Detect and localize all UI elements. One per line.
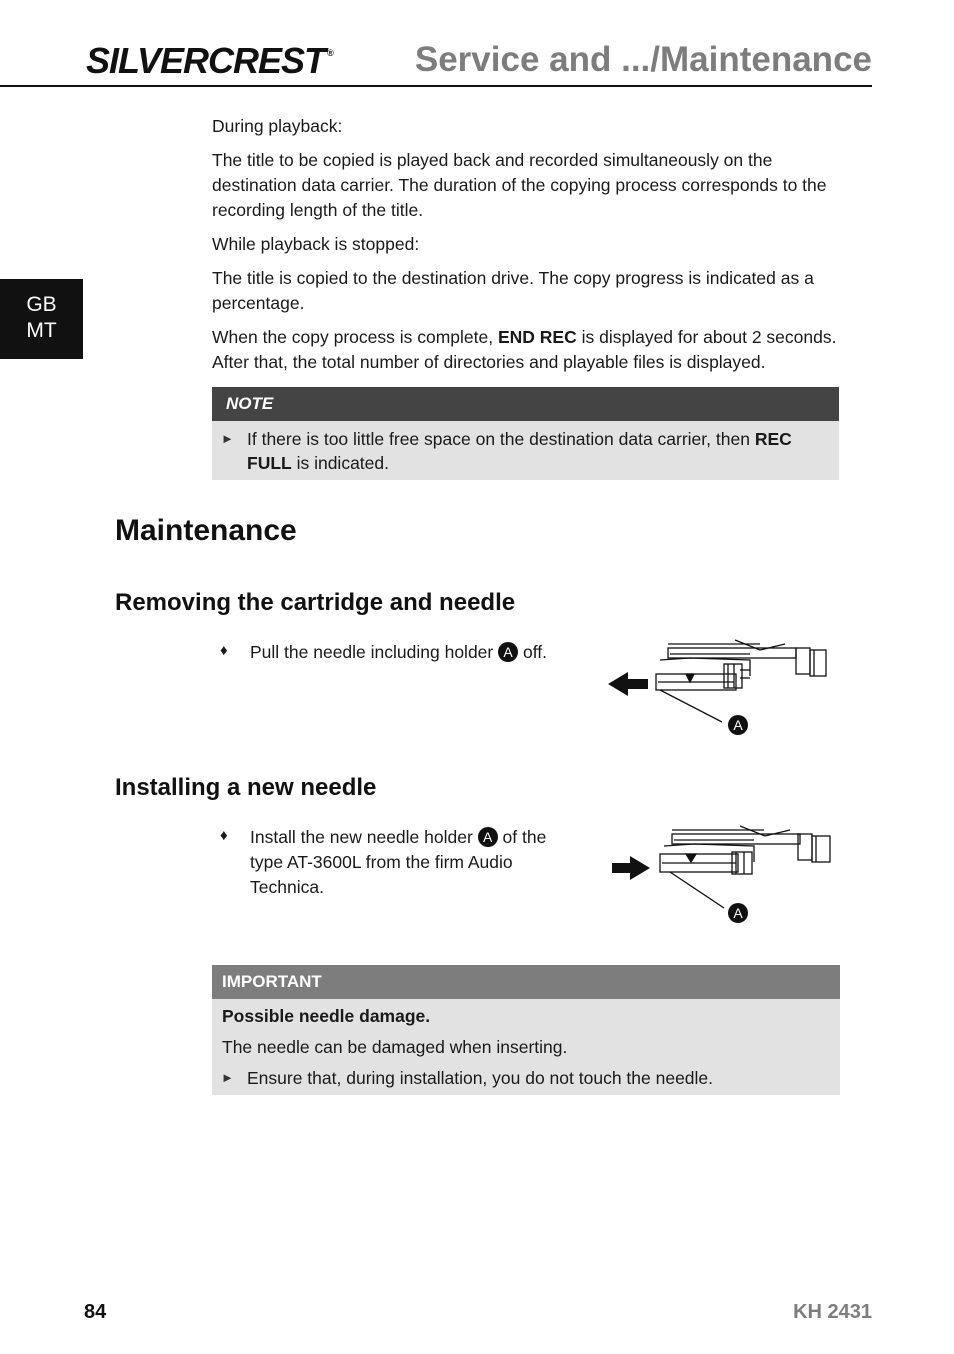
- section-title-maintenance: Maintenance: [115, 514, 297, 547]
- intro-paragraph-5: [212, 325, 842, 375]
- important-subheading: Possible needle damage.: [222, 1006, 431, 1026]
- note-text-start: If there is too little free space on the destination data carrier, then: [247, 429, 755, 449]
- intro-paragraph-5-end: is displayed for about 2 seconds. After that, the total number of directories and playable files is displayed.: [212, 327, 837, 372]
- figure-install-needle: [600, 818, 840, 928]
- registered-mark: ®: [327, 48, 333, 58]
- triangle-right-icon: ►: [221, 431, 234, 446]
- intro-paragraph-2: The title to be copied is played back and recorded simultaneously on the destination data carrier. The duration of the copying process corresponds to the recording length of the title.: [212, 150, 827, 220]
- intro-paragraph-4: The title is copied to the destination drive. The copy progress is indicated as a percentage.: [212, 268, 814, 313]
- intro-section: [212, 114, 842, 375]
- note-bullet: [212, 427, 839, 475]
- brand-logo: [86, 40, 333, 82]
- important-line-1: The needle can be damaged when inserting.: [222, 1037, 568, 1057]
- intro-paragraph-1: During playback:: [212, 116, 343, 136]
- page-number: 84: [84, 1301, 107, 1323]
- page-title: Service and .../Maintenance: [414, 40, 872, 79]
- intro-paragraph-3: While playback is stopped:: [212, 234, 420, 254]
- label-a-badge: A: [478, 827, 498, 847]
- end-rec-keyword: END REC: [497, 327, 577, 347]
- heading-removing-cartridge: Removing the cartridge and needle: [115, 589, 516, 616]
- label-a-badge: A: [498, 642, 518, 662]
- diamond-icon: ♦: [220, 827, 228, 844]
- figure-remove-needle: [600, 630, 840, 740]
- diamond-icon: ♦: [220, 642, 228, 659]
- note-box: [212, 387, 839, 480]
- important-bullet: [212, 1066, 840, 1090]
- triangle-right-icon: ►: [221, 1070, 234, 1085]
- language-code-gb: GB: [26, 293, 57, 316]
- intro-paragraph-5-start: When the copy process is complete,: [212, 327, 498, 347]
- step-remove-text-end: off.: [518, 642, 547, 662]
- rec-full-keyword: REC FULL: [247, 429, 792, 473]
- language-code-mt: MT: [26, 319, 57, 342]
- cartridge-drawing: [656, 640, 826, 722]
- step-remove-text-start: Pull the needle including holder: [250, 642, 499, 662]
- step-install-text-end: of the type AT-3600L from the firm Audio Technica.: [250, 827, 547, 897]
- important-line-2: Ensure that, during installation, you do not touch the needle.: [247, 1068, 714, 1088]
- step-remove-needle: [250, 640, 560, 665]
- note-text-end: is indicated.: [291, 453, 389, 473]
- model-number: KH 2431: [793, 1301, 872, 1323]
- callout-a-label: A: [733, 905, 743, 921]
- step-install-needle: [250, 825, 560, 900]
- arrow-right-icon: [612, 856, 650, 880]
- header-divider: [0, 85, 872, 87]
- note-heading: NOTE: [212, 387, 839, 421]
- callout-a-label: A: [733, 717, 743, 733]
- cartridge-drawing: [660, 826, 830, 908]
- language-tab: [0, 279, 83, 359]
- step-install-text-start: Install the new needle holder: [250, 827, 478, 847]
- arrow-left-icon: [608, 672, 648, 696]
- brand-logo-text: SILVERCREST: [86, 40, 326, 81]
- important-heading: IMPORTANT: [212, 965, 840, 999]
- important-box: [212, 965, 840, 1095]
- heading-installing-needle: Installing a new needle: [115, 774, 377, 801]
